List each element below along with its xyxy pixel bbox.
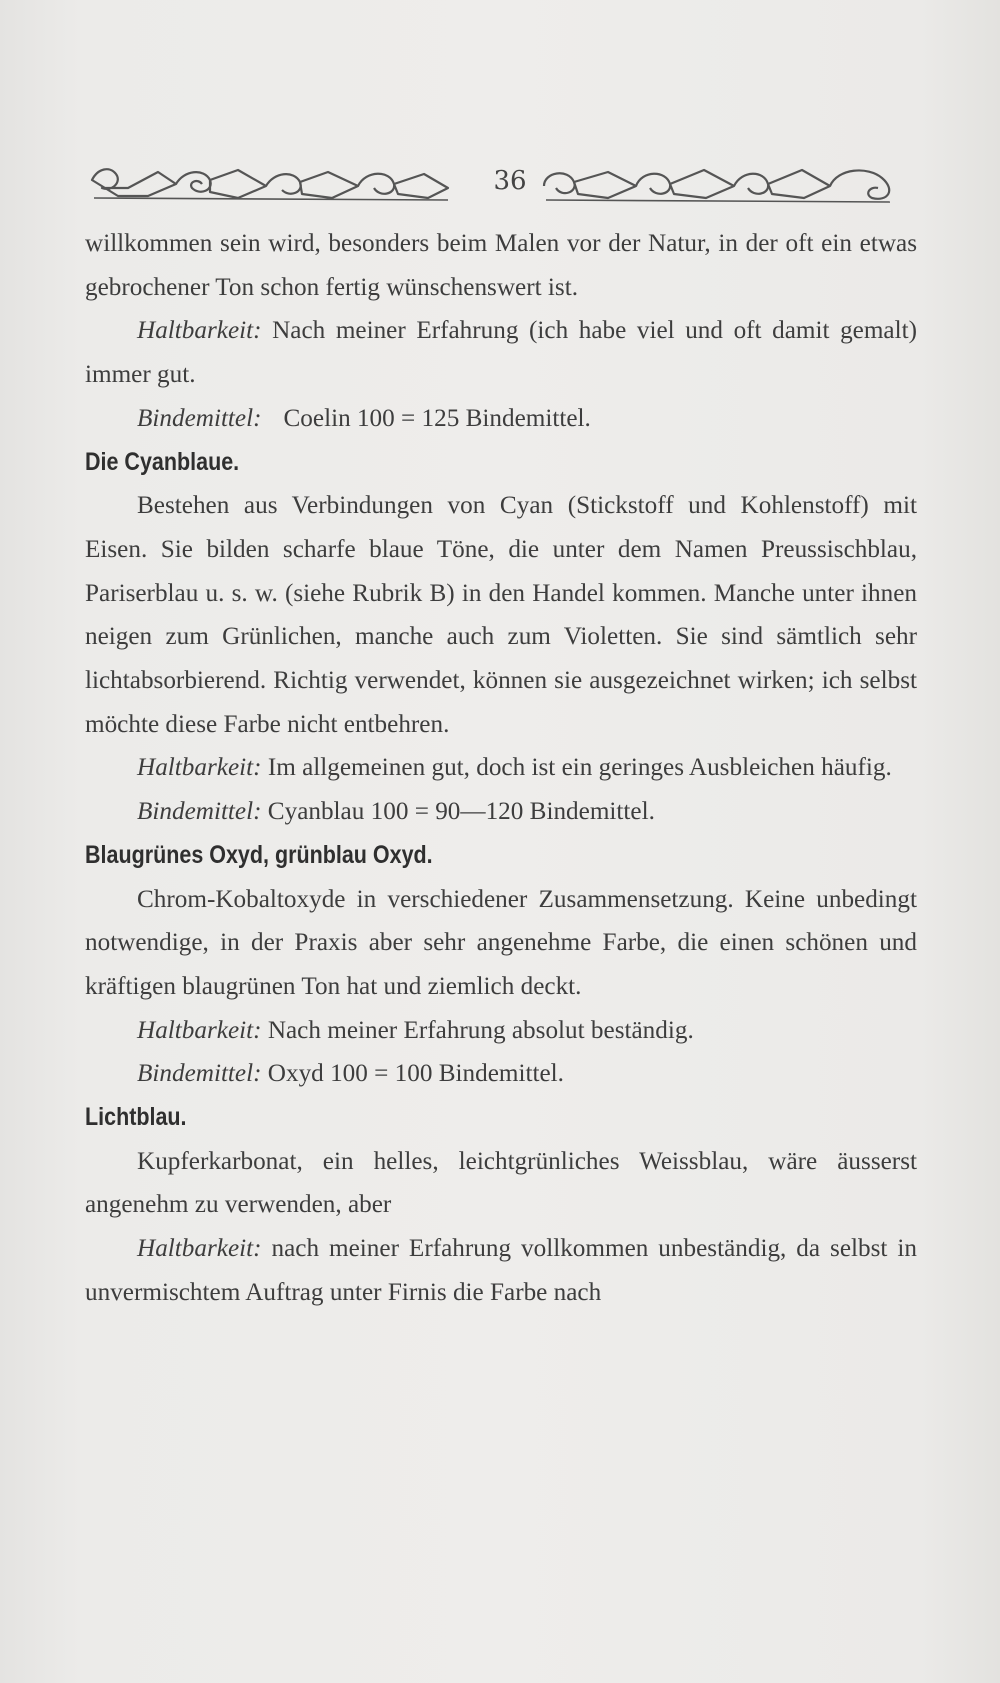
paragraph — [85, 309, 917, 396]
label-haltbarkeit: Haltbarkeit: — [137, 1235, 262, 1263]
label-haltbarkeit: Haltbarkeit: — [137, 754, 262, 782]
paragraph-text: Cyanblau 100 = 90—120 Bindemittel. — [267, 798, 655, 826]
right-ornament-icon — [538, 158, 908, 208]
paragraph: Bestehen aus Verbindungen von Cyan (Stickstoff und Kohlenstoff) mit Eisen. Sie bilden scharfe blaue Töne, die unter dem Namen Preussischblau, Pariserblau u. s. w. (siehe Rubrik B) in den Handel kommen. Manche unter ihnen neigen zum Grünlichen, manche auch zum Violetten. Sie sind sämtlich sehr lichtabsorbierend. Richtig verwendet, können sie ausgezeichnet wirken; ich selbst möchte diese Farbe nicht entbehren. — [85, 492, 917, 738]
label-bindemittel: Bindemittel: — [137, 798, 262, 826]
paragraph — [85, 1052, 917, 1096]
paragraph — [85, 1009, 917, 1053]
label-bindemittel: Bindemittel: — [137, 404, 262, 432]
label-bindemittel: Bindemittel: — [137, 1060, 262, 1088]
page-header — [88, 158, 908, 210]
label-haltbarkeit: Haltbarkeit: — [137, 1016, 262, 1044]
paragraph-text: Im allgemeinen gut, doch ist ein geringes Ausbleichen häufig. — [267, 754, 892, 782]
paragraph: Chrom-Kobaltoxyde in verschiedener Zusammensetzung. Keine unbedingt notwendige, in der Praxis aber sehr angenehme Farbe, die einen schönen und kräftigen blaugrünen Ton hat und ziemlich deckt. — [85, 885, 917, 1000]
paragraph — [85, 790, 917, 834]
section-heading: Blaugrünes Oxyd, grünblau Oxyd. — [85, 840, 433, 869]
page-number: 36 — [493, 166, 527, 196]
body-text — [85, 222, 917, 1315]
paragraph-text: Oxyd 100 = 100 Bindemittel. — [267, 1060, 564, 1088]
paragraph: willkommen sein wird, besonders beim Malen vor der Natur, in der oft ein etwas gebrochener Ton schon fertig wünschenswert ist. — [85, 230, 917, 301]
paragraph-text: Nach meiner Erfahrung (ich habe viel und oft damit gemalt) immer gut. — [85, 317, 917, 389]
paragraph-text: nach meiner Erfahrung vollkommen unbeständig, da selbst in unvermischtem Auftrag unter Firnis die Farbe nach — [85, 1235, 917, 1306]
paragraph — [85, 1227, 917, 1314]
paragraph — [85, 397, 917, 441]
section-heading: Lichtblau. — [85, 1103, 187, 1132]
paragraph: Kupferkarbonat, ein helles, leichtgrünliches Weissblau, wäre äusserst angenehm zu verwenden, aber — [85, 1147, 917, 1219]
paragraph-text: Coelin 100 = 125 Bindemittel. — [283, 404, 591, 432]
paragraph — [85, 746, 917, 790]
section-heading: Die Cyanblaue. — [85, 447, 240, 476]
label-haltbarkeit: Haltbarkeit: — [137, 317, 262, 345]
left-ornament-icon — [88, 158, 458, 208]
paragraph-text: Nach meiner Erfahrung absolut beständig. — [267, 1016, 694, 1044]
